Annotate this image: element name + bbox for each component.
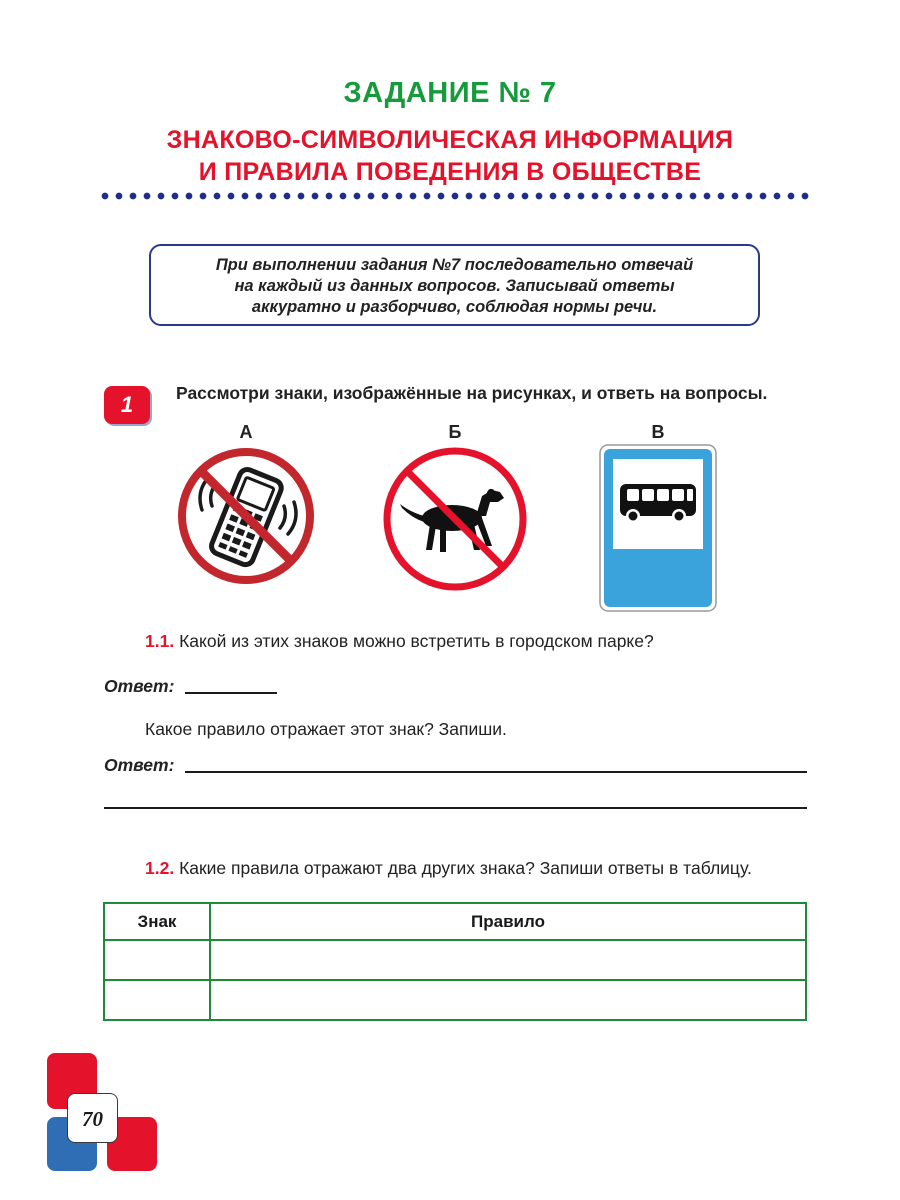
task-title: ЗАДАНИЕ № 7 <box>343 77 557 109</box>
answer-label-2: Ответ: <box>104 755 175 775</box>
no-phone-icon <box>176 446 316 586</box>
instruction-line-1: При выполнении задания №7 последовательно отвечай <box>215 256 694 274</box>
answer-line-short[interactable] <box>185 692 277 694</box>
instruction-box <box>149 244 760 326</box>
table-cell-sign[interactable] <box>104 940 210 980</box>
subtitle-line-1: ЗНАКОВО-СИМВОЛИЧЕСКАЯ ИНФОРМАЦИЯ <box>166 126 734 154</box>
sign-label-c: В <box>651 422 665 442</box>
instruction-line-2: на каждый из данных вопросов. Записывай ответы <box>234 277 675 295</box>
no-dogs-icon <box>382 446 528 592</box>
sign-label-a: А <box>239 422 253 442</box>
instruction-line-3: аккуратно и разборчиво, соблюдая нормы речи. <box>251 298 658 316</box>
dotted-divider <box>98 190 812 202</box>
table-header-sign: Знак <box>104 903 210 940</box>
table-cell-rule[interactable] <box>210 940 806 980</box>
question-number-badge: 1 <box>104 386 150 424</box>
answer-label-1: Ответ: <box>104 676 175 696</box>
answer-line-long-2[interactable] <box>104 807 807 809</box>
table-cell-sign[interactable] <box>104 980 210 1020</box>
table-header-rule: Правило <box>210 903 806 940</box>
subquestion-text: Какой из этих знаков можно встретить в городском парке? <box>179 631 654 651</box>
sign-label-b: Б <box>448 422 462 442</box>
table-header-row <box>104 903 806 940</box>
subquestion-number: 1.1. <box>145 631 175 651</box>
page-number: 70 <box>67 1093 118 1143</box>
bus-stop-icon <box>599 444 717 612</box>
table-cell-rule[interactable] <box>210 980 806 1020</box>
task-subtitle <box>0 124 900 188</box>
table-row <box>104 980 806 1020</box>
subquestion-1-2 <box>145 858 752 879</box>
followup-question: Какое правило отражает этот знак? Запиши. <box>145 719 507 739</box>
subtitle-line-2: И ПРАВИЛА ПОВЕДЕНИЯ В ОБЩЕСТВЕ <box>198 158 702 186</box>
answer-line-long-1[interactable] <box>185 771 807 773</box>
subquestion-1-1 <box>145 631 654 652</box>
subquestion-text: Какие правила отражают два других знака? Запиши ответы в таблицу. <box>179 858 752 878</box>
question-text: Рассмотри знаки, изображённые на рисунках, и ответь на вопросы. <box>176 383 768 403</box>
answer-table <box>103 902 807 1021</box>
subquestion-number: 1.2. <box>145 858 175 878</box>
table-row <box>104 940 806 980</box>
